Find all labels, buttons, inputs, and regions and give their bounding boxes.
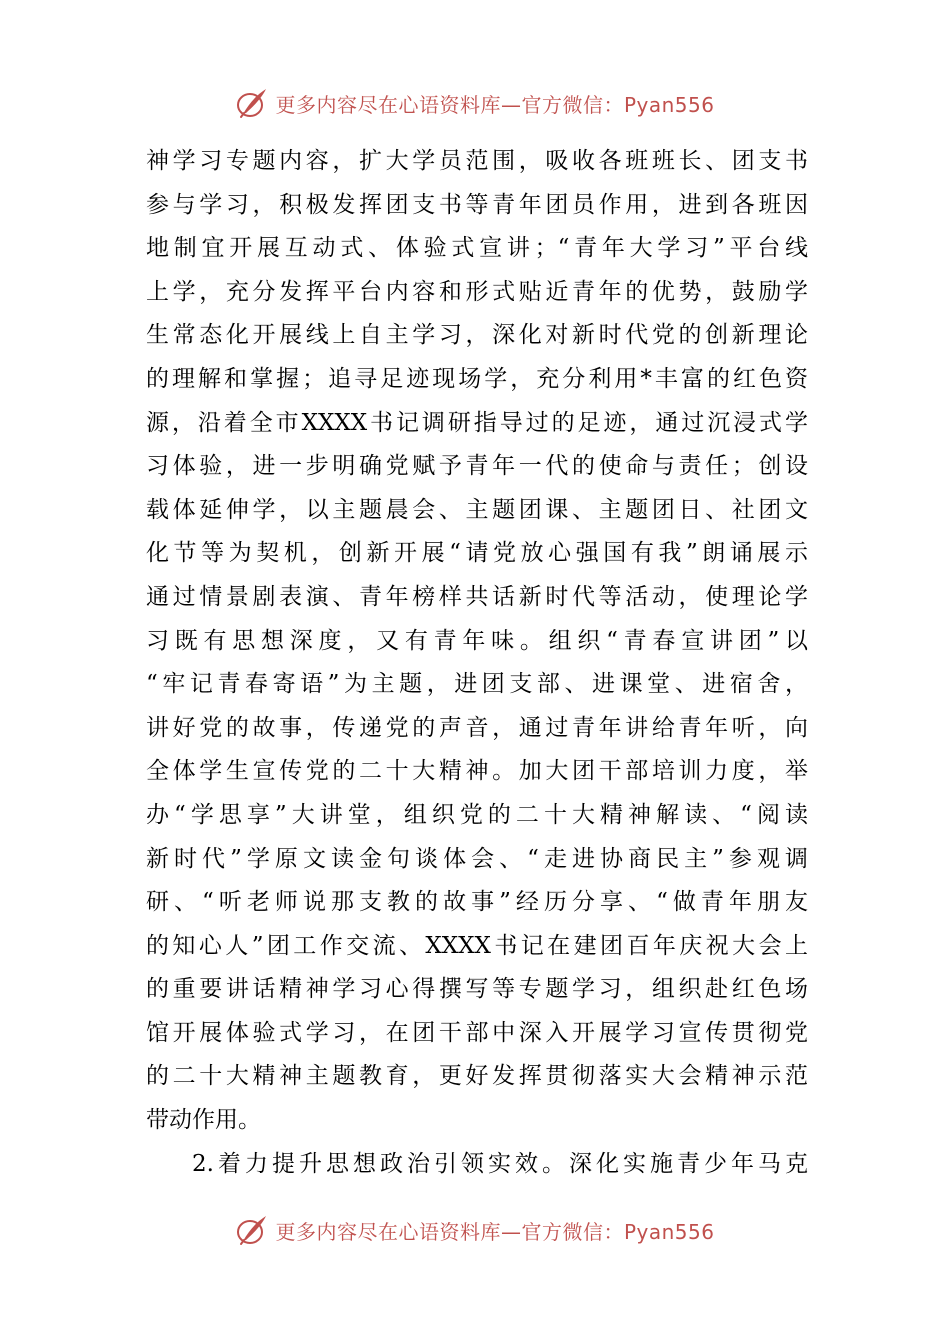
quill-logo-icon — [235, 86, 269, 120]
header-banner — [0, 86, 950, 120]
body-line: 生常态化开展线上自主学习，深化对新时代党的创新理论 — [146, 322, 808, 349]
footer-banner — [0, 1213, 950, 1247]
body-line: 全体学生宣传党的二十大精神。加大团干部培训力度，举 — [146, 758, 808, 785]
header-banner-text: 更多内容尽在心语资料库—官方微信：Pyan556 — [275, 92, 715, 117]
footer-banner-text: 更多内容尽在心语资料库—官方微信：Pyan556 — [275, 1219, 715, 1244]
body-line: 地制宜开展互动式、体验式宣讲；“青年大学习”平台线 — [146, 235, 808, 262]
body-line: 的二十大精神主题教育，更好发挥贯彻落实大会精神示范 — [146, 1063, 808, 1090]
body-line: 馆开展体验式学习，在团干部中深入开展学习宣传贯彻党 — [146, 1019, 808, 1046]
body-line: 通过情景剧表演、青年榜样共话新时代等活动，使理论学 — [146, 583, 808, 610]
body-line: 的理解和掌握；追寻足迹现场学，充分利用*丰富的红色资 — [146, 365, 808, 392]
document-body — [146, 140, 808, 1186]
body-line: 习既有思想深度，又有青年味。组织“青春宣讲团”以 — [146, 627, 808, 654]
body-line: 载体延伸学，以主题晨会、主题团课、主题团日、社团文 — [146, 496, 808, 523]
body-line: 办“学思享”大讲堂，组织党的二十大精神解读、“阅读 — [146, 801, 808, 828]
body-line: 神学习专题内容，扩大学员范围，吸收各班班长、团支书 — [146, 148, 808, 174]
quill-logo-icon — [235, 1213, 269, 1247]
body-line: 源，沿着全市XXXX书记调研指导过的足迹，通过沉浸式学 — [146, 409, 808, 436]
body-line: 习体验，进一步明确党赋予青年一代的使命与责任；创设 — [146, 453, 808, 480]
section-heading-line: 2.着力提升思想政治引领实效。深化实施青少年马克 — [192, 1150, 808, 1177]
body-line: 讲好党的故事，传递党的声音，通过青年讲给青年听，向 — [146, 714, 808, 741]
body-line: 上学，充分发挥平台内容和形式贴近青年的优势，鼓励学 — [146, 278, 808, 305]
body-line: 参与学习，积极发挥团支书等青年团员作用，进到各班因 — [146, 191, 808, 218]
body-line: 带动作用。 — [146, 1107, 261, 1134]
body-line: 新时代”学原文读金句谈体会、“走进协商民主”参观调 — [146, 845, 808, 872]
body-line: 研、“听老师说那支教的故事”经历分享、“做青年朋友 — [146, 889, 808, 916]
body-line: 的重要讲话精神学习心得撰写等专题学习，组织赴红色场 — [146, 976, 808, 1003]
body-line: 的知心人”团工作交流、XXXX书记在建团百年庆祝大会上 — [146, 932, 808, 959]
body-line: 化节等为契机，创新开展“请党放心强国有我”朗诵展示 — [146, 540, 808, 567]
body-line: “牢记青春寄语”为主题，进团支部、进课堂、进宿舍， — [146, 671, 808, 698]
